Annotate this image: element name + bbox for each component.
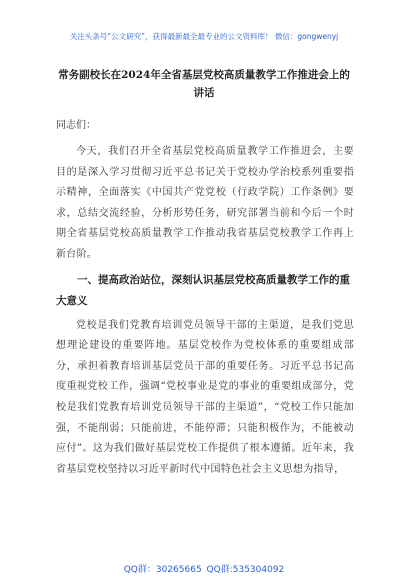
- intro-paragraph: 今天，我们召开全省基层党校高质量教学工作推进会，主要目的是深入学习贯彻习近平总书记关于党校办学治校系列重要指示精神，全面落实《中国共产党党校（行政学院）工作条例》要求，总结交流经验，分析形势任务，研究部署当前和今后一个时期全省基层党校高质量教学工作推动我省基层党校教学工作再上新台阶。: [56, 146, 354, 260]
- document-body: [56, 118, 354, 484]
- section-heading: 一、提高政治站位，深刻认识基层党校高质量教学工作的重大意义: [56, 273, 350, 307]
- salutation: 同志们：: [56, 120, 96, 131]
- section-paragraph: 党校是我们党教育培训党员领导干部的主渠道，是我们党思想理论建设的重要阵地。基层党校作为党校体系的重要组成部分，承担着教育培训基层党员干部的重要任务。习近平总书记高度重视党校工作，强调“党校事业是党的事业的重要组成部分，党校是我们党教育培训党员领导干部的主渠道”，“党校工作只能加强，不能削弱；只能前进，不能停滞；只能积极作为，不能被动应付”。这为我们做好基层党校工作提供了根本遵循。近年来，我省基层党校坚持以习近平新时代中国特色社会主义思想为指导，: [56, 319, 354, 475]
- promo-banner: 关注头条号“公文研究”，获得最新最全最专业的公文资料库！ 微信：gongwenyj: [69, 32, 339, 41]
- qq-group-footer: QQ群：30265665 QQ群:535304092: [123, 565, 285, 575]
- document-title: 常务副校长在2024年全省基层党校高质量教学工作推进会上的讲话: [58, 69, 350, 99]
